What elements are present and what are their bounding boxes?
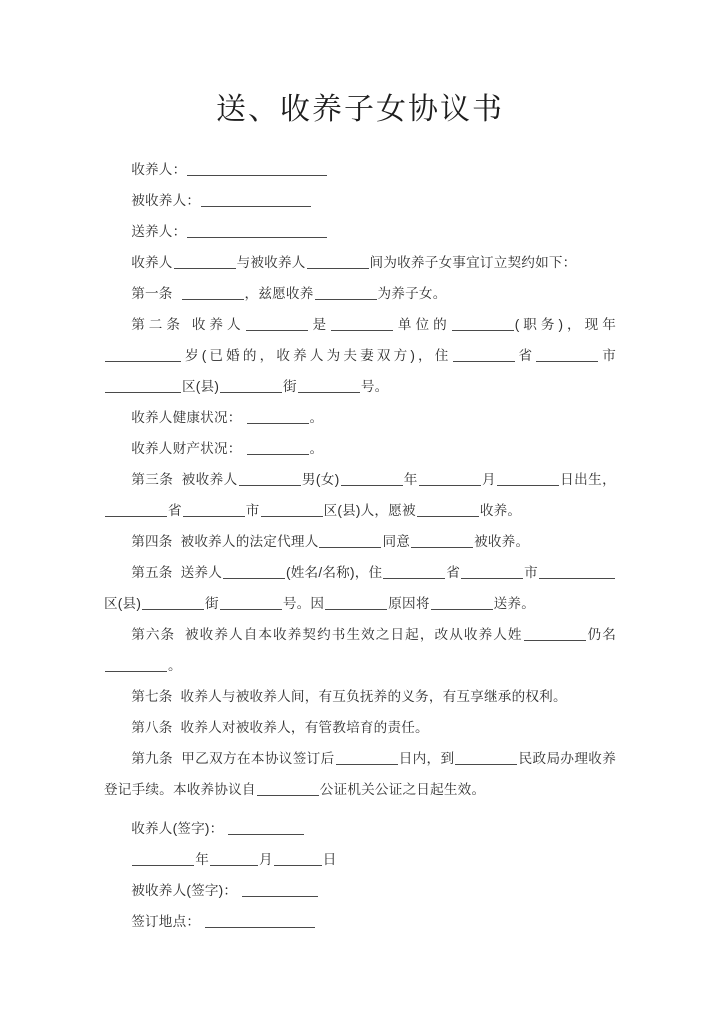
article-7 bbox=[104, 681, 616, 712]
party-label-adopter: 收养人： bbox=[131, 162, 187, 177]
article-6-seg-2: 仍名 bbox=[586, 627, 616, 642]
article-6 bbox=[104, 619, 616, 681]
article-3-seg-1: 被收养人 bbox=[181, 472, 238, 487]
article-2-blank-district[interactable] bbox=[105, 379, 181, 393]
article-4-blank-child[interactable] bbox=[411, 534, 473, 548]
adopter-property-label: 收养人财产状况： bbox=[131, 441, 242, 456]
article-1-number: 第一条 bbox=[131, 286, 173, 301]
article-3-seg-9: 收养。 bbox=[479, 503, 522, 518]
article-9-blank-notary[interactable] bbox=[257, 782, 319, 796]
adopter-property-end: 。 bbox=[309, 441, 324, 456]
article-4-number: 第四条 bbox=[131, 534, 173, 549]
article-6-number: 第六条 bbox=[131, 627, 176, 642]
party-blank-adopter[interactable] bbox=[187, 162, 327, 176]
article-2-blank-street[interactable] bbox=[220, 379, 282, 393]
adopter-health-end: 。 bbox=[309, 410, 324, 425]
article-1 bbox=[104, 278, 616, 309]
article-4-blank-guardian[interactable] bbox=[319, 534, 381, 548]
article-3-seg-6: 省 bbox=[168, 503, 182, 518]
signing-place-line bbox=[104, 906, 616, 937]
article-2-seg-5: 岁(已婚的，收养人为夫妻双方)，住 bbox=[182, 348, 452, 363]
signature-label-year: 年 bbox=[195, 852, 209, 867]
signature-line-adoptee bbox=[104, 875, 616, 906]
article-5-blank-district[interactable] bbox=[539, 565, 615, 579]
preamble-seg-1: 收养人 bbox=[131, 255, 173, 270]
article-8 bbox=[104, 712, 616, 743]
signature-date-line bbox=[104, 844, 616, 875]
article-7-number: 第七条 bbox=[131, 689, 173, 704]
party-blank-adoptee[interactable] bbox=[201, 193, 311, 207]
signature-label-month: 月 bbox=[258, 852, 273, 867]
article-6-seg-3: 。 bbox=[168, 658, 182, 673]
party-line-adoptee bbox=[104, 185, 616, 216]
article-3-blank-city[interactable] bbox=[183, 503, 245, 517]
article-2-seg-10: 号。 bbox=[360, 379, 389, 394]
article-9 bbox=[104, 743, 616, 805]
article-1-seg-1: ，兹愿收养 bbox=[244, 286, 314, 301]
article-3-blank-year[interactable] bbox=[341, 472, 403, 486]
page-title: 送、收养子女协议书 bbox=[216, 93, 504, 126]
preamble-seg-2: 与被收养人 bbox=[236, 255, 306, 270]
article-2-blank-age[interactable] bbox=[105, 348, 181, 362]
adopter-health-line bbox=[104, 402, 616, 433]
adopter-property-line bbox=[104, 433, 616, 464]
preamble-paragraph bbox=[104, 247, 616, 278]
party-line-placer bbox=[104, 216, 616, 247]
article-8-text: 收养人对被收养人，有管教培育的责任。 bbox=[180, 720, 429, 735]
article-3-blank-district[interactable] bbox=[261, 503, 323, 517]
article-3-blank-name[interactable] bbox=[239, 472, 301, 486]
article-5-blank-name[interactable] bbox=[223, 565, 285, 579]
adopter-health-blank[interactable] bbox=[247, 410, 309, 424]
article-3 bbox=[104, 464, 616, 526]
signature-blank-month[interactable] bbox=[210, 852, 258, 866]
article-2-blank-unit[interactable] bbox=[331, 317, 393, 331]
signature-label-adoptee: 被收养人(签字)： bbox=[131, 883, 238, 898]
article-2 bbox=[104, 309, 616, 402]
signature-label-day: 日 bbox=[322, 852, 337, 867]
article-1-blank-1[interactable] bbox=[182, 286, 244, 300]
article-2-blank-title[interactable] bbox=[452, 317, 514, 331]
article-5 bbox=[104, 557, 616, 619]
article-3-seg-4: 月 bbox=[481, 472, 496, 487]
article-6-blank-givenname[interactable] bbox=[105, 658, 167, 672]
article-2-seg-8: 区(县) bbox=[182, 379, 220, 394]
article-5-seg-3: 省 bbox=[446, 565, 461, 580]
article-3-number: 第三条 bbox=[131, 472, 174, 487]
article-2-number: 第二条 bbox=[131, 317, 185, 332]
article-6-seg-1: 被收养人自本收养契约书生效之日起，改从收养人姓 bbox=[184, 627, 523, 642]
article-8-number: 第八条 bbox=[131, 720, 173, 735]
article-6-blank-surname[interactable] bbox=[524, 627, 586, 641]
article-5-seg-7: 号。因 bbox=[282, 596, 325, 611]
party-label-adoptee: 被收养人： bbox=[131, 193, 201, 208]
article-5-seg-2: (姓名/名称)，住 bbox=[286, 565, 383, 580]
article-2-seg-9: 街 bbox=[283, 379, 297, 394]
article-5-blank-child[interactable] bbox=[431, 596, 493, 610]
signature-blank-adoptee[interactable] bbox=[242, 883, 318, 897]
article-3-seg-7: 市 bbox=[245, 503, 260, 518]
article-2-blank-province[interactable] bbox=[453, 348, 515, 362]
preamble-blank-adoptee[interactable] bbox=[307, 255, 369, 269]
party-blank-placer[interactable] bbox=[187, 224, 327, 238]
signature-blank-year[interactable] bbox=[132, 852, 194, 866]
article-9-blank-days[interactable] bbox=[336, 751, 398, 765]
adopter-health-label: 收养人健康状况： bbox=[131, 410, 242, 425]
article-9-seg-2: 日内，到 bbox=[398, 751, 455, 766]
article-1-seg-2: 为养子女。 bbox=[377, 286, 447, 301]
signature-blank-adopter[interactable] bbox=[228, 821, 304, 835]
article-3-seg-8: 区(县)人，愿被 bbox=[323, 503, 416, 518]
article-5-blank-city[interactable] bbox=[461, 565, 523, 579]
article-1-blank-2[interactable] bbox=[315, 286, 377, 300]
article-5-seg-1: 送养人 bbox=[180, 565, 223, 580]
article-2-seg-7: 市 bbox=[599, 348, 616, 363]
article-5-number: 第五条 bbox=[131, 565, 173, 580]
adopter-property-blank[interactable] bbox=[247, 441, 309, 455]
article-2-seg-4: (职务)，现年 bbox=[514, 317, 616, 332]
signing-place-label: 签订地点： bbox=[131, 914, 201, 929]
article-3-seg-3: 年 bbox=[403, 472, 418, 487]
article-5-blank-reason[interactable] bbox=[325, 596, 387, 610]
signature-line-adopter bbox=[104, 813, 616, 844]
article-9-seg-3: 民政局办理收养登记手续。本收养协议自 bbox=[104, 751, 616, 797]
preamble-seg-3: 间为收养子女事宜订立契约如下： bbox=[369, 255, 577, 270]
article-2-seg-3: 单位的 bbox=[394, 317, 451, 332]
article-2-seg-2: 是 bbox=[308, 317, 331, 332]
article-3-seg-5: 日出生， bbox=[559, 472, 616, 487]
signature-label-adopter: 收养人(签字)： bbox=[131, 821, 224, 836]
signature-block bbox=[104, 813, 616, 937]
article-2-seg-1: 收养人 bbox=[191, 317, 245, 332]
article-4 bbox=[104, 526, 616, 557]
article-3-seg-2: 男(女) bbox=[301, 472, 340, 487]
article-5-seg-5: 区(县) bbox=[104, 596, 142, 611]
preamble-blank-adopter[interactable] bbox=[174, 255, 236, 269]
article-2-blank-city[interactable] bbox=[536, 348, 598, 362]
article-9-number: 第九条 bbox=[131, 751, 173, 766]
article-2-seg-6: 省 bbox=[515, 348, 536, 363]
article-2-blank-name[interactable] bbox=[246, 317, 308, 331]
article-5-blank-street[interactable] bbox=[142, 596, 204, 610]
article-5-seg-4: 市 bbox=[524, 565, 538, 580]
article-3-blank-province[interactable] bbox=[105, 503, 167, 517]
article-3-blank-day[interactable] bbox=[497, 472, 559, 486]
party-label-placer: 送养人： bbox=[131, 224, 187, 239]
article-2-blank-number[interactable] bbox=[298, 379, 360, 393]
party-line-adopter bbox=[104, 154, 616, 185]
article-4-seg-2: 同意 bbox=[382, 534, 411, 549]
article-5-blank-province[interactable] bbox=[383, 565, 445, 579]
article-9-blank-bureau[interactable] bbox=[455, 751, 517, 765]
article-5-seg-9: 送养。 bbox=[493, 596, 536, 611]
article-4-seg-1: 被收养人的法定代理人 bbox=[180, 534, 319, 549]
article-5-blank-number[interactable] bbox=[220, 596, 282, 610]
article-7-text: 收养人与被收养人间，有互负抚养的义务，有互享继承的权利。 bbox=[180, 689, 567, 704]
signing-place-blank[interactable] bbox=[205, 914, 315, 928]
article-9-seg-1: 甲乙双方在本协议签订后 bbox=[181, 751, 335, 766]
article-3-blank-month[interactable] bbox=[419, 472, 481, 486]
article-4-seg-3: 被收养。 bbox=[474, 534, 530, 549]
article-5-seg-8: 原因将 bbox=[388, 596, 430, 611]
article-9-seg-4: 公证机关公证之日起生效。 bbox=[319, 782, 486, 797]
signature-blank-day[interactable] bbox=[274, 852, 322, 866]
article-3-blank-adopter[interactable] bbox=[417, 503, 479, 517]
article-5-seg-6: 街 bbox=[205, 596, 219, 611]
document-body bbox=[0, 154, 720, 937]
